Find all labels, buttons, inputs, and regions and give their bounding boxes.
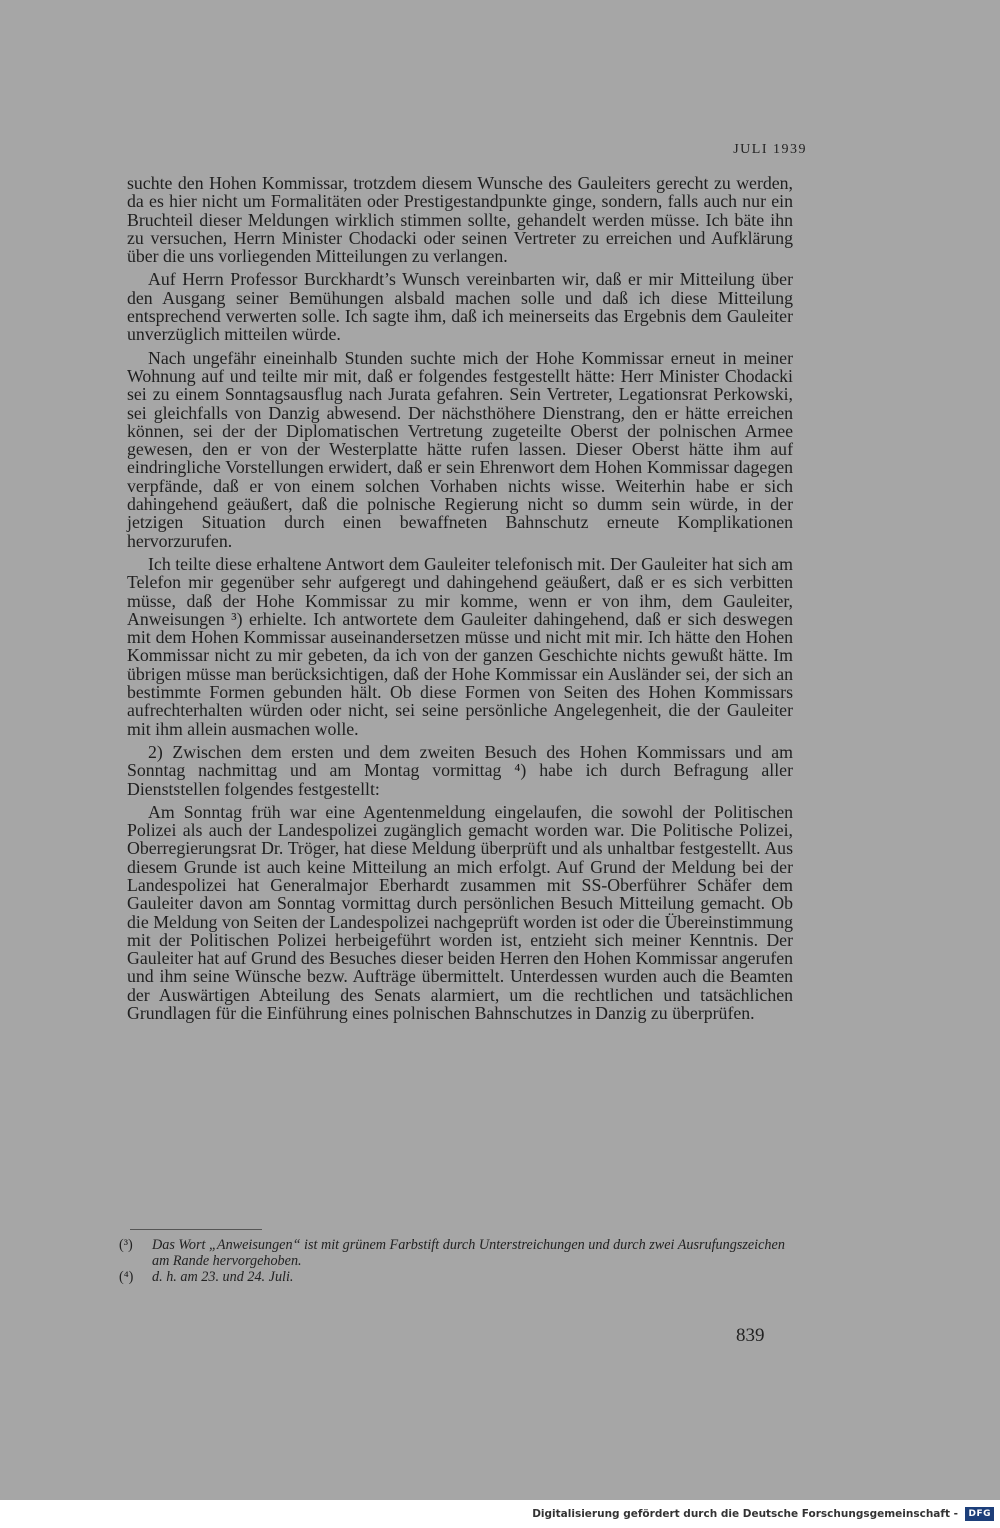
dfg-logo-icon[interactable]: DFG (965, 1507, 994, 1521)
digitization-credit-bar (0, 1500, 1000, 1528)
footnote-text: d. h. am 23. und 24. Juli. (152, 1269, 294, 1285)
paragraph-3: Nach ungefähr eineinhalb Stunden suchte mich der Hohe Kommissar erneut in meiner Wohnung auf und teilte mir mit, daß er folgendes festgestellt hätte: Herr Minister Chodacki sei zu einem Sonntagsausflug nach Jurata gefahren. Sein Vertreter, Legationsrat Perkowski, sei gleichfalls von Danzig abwesend. Der nächsthöhere Dienstrang, den er hätte erreichen können, sei der der Diplomatischen Vertretung zugeteilte Oberst der polnischen Armee gewesen, den er von der Westerplatte hätte rufen lassen. Dieser Oberst hätte ihm auf eindringliche Vorstellungen erwidert, daß er sein Ehrenwort dem Hohen Kommissar dagegen verpfände, daß er von einem solchen Vorhaben nichts wisse. Weiterhin habe er sich dahingehend geäußert, daß die polnische Regierung nicht so dumm sein würde, in der jetzigen Situation durch einen bewaffneten Bahnschutz erneute Komplikationen hervorzurufen. (127, 347, 793, 551)
body-text (127, 174, 793, 1022)
paragraph-6: Am Sonntag früh war eine Agentenmeldung eingelaufen, die sowohl der Politischen Polizei als auch der Landespolizei zugänglich gemacht worden war. Die Politische Polizei, Oberregierungsrat Dr. Tröger, hat diese Meldung überprüft und als unhaltbar festgestellt. Aus diesem Grunde ist auch keine Mitteilung an mich erfolgt. Auf Grund der Meldung bei der Landespolizei hat Generalmajor Eberhardt zusammen mit SS-Oberführer Schäfer dem Gauleiter davon am Sonntag vormittag durch persönlichen Besuch Mitteilung gemacht. Ob die Meldung von Seiten der Landespolizei nachgeprüft worden ist oder die Übereinstimmung mit der Politischen Polizei herbeigeführt worden ist, entzieht sich meiner Kenntnis. Der Gauleiter hat auf Grund des Besuches dieser beiden Herren den Hohen Kommissar angerufen und ihm seine Wünsche bezw. Aufträge übermittelt. Unterdessen wurden auch die Beamten der Auswärtigen Abteilung des Senats alarmiert, um die rechtlichen und tatsächlichen Grundlagen für die Einführung eines polnischen Bahnschutzes in Danzig zu überprüfen. (127, 801, 793, 1024)
footnotes (119, 1238, 791, 1287)
page-number: 839 (736, 1325, 765, 1346)
footnote-marker: (³) (119, 1237, 133, 1253)
paragraph-1: suchte den Hohen Kommissar, trotzdem diesem Wunsche des Gauleiters gerecht zu werden, da es hier nicht um Formalitäten oder Prestigestandpunkte ginge, sondern, falls auch nur ein Bruchteil dieser Meldungen wirklich stimmen sollte, gehandelt werden müsse. Ich bäte ihn zu versuchen, Herrn Minister Chodacki oder seinen Vertreter zu erreichen und Aufklärung über die uns vorliegenden Mitteilungen zu verlangen. (127, 173, 793, 267)
footnote-4 (119, 1270, 791, 1286)
paragraph-4: Ich teilte diese erhaltene Antwort dem Gauleiter telefonisch mit. Der Gauleiter hat sich am Telefon mir gegenüber sehr aufgeregt und dahingehend geäußert, daß er es sich verbitten müsse, daß der Hohe Kommissar zu mir komme, wenn er von ihm, dem Gauleiter, Anweisungen ³) erhielte. Ich antwortete dem Gauleiter dahingehend, daß er sich deswegen mit dem Hohen Kommissar auseinandersetzen müsse und nicht mit mir. Ich hätte den Hohen Kommissar nicht zu mir gebeten, da ich von der ganzen Geschichte nichts gewußt hätte. Im übrigen müsse man berücksichtigen, daß der Hohe Kommissar ein Ausländer sei, der sich an bestimmte Formen gebunden hält. Ob diese Formen von Seiten des Hohen Kommissars aufrechterhalten würden oder nicht, sei seine persönliche Angelegenheit, die der Gauleiter mit ihm allein ausmachen wolle. (127, 553, 793, 739)
footnote-marker: (⁴) (119, 1269, 134, 1285)
running-head: JULI 1939 (733, 142, 807, 157)
paragraph-5: 2) Zwischen dem ersten und dem zweiten Besuch des Hohen Kommissars und am Sonntag nachmittag und am Montag vormittag ⁴) habe ich durch Befragung aller Dienststellen folgendes festgestellt: (127, 741, 793, 799)
footnote-text: Das Wort „Anweisungen“ ist mit grünem Farbstift durch Unterstreichungen und durch zwei Ausrufungszeichen am Rande hervorgehoben. (152, 1237, 785, 1269)
credit-text: Digitalisierung gefördert durch die Deutsche Forschungsgemeinschaft - (532, 1508, 958, 1520)
footnote-divider (130, 1229, 262, 1230)
paragraph-2: Auf Herrn Professor Burckhardt’s Wunsch vereinbarten wir, daß er mir Mitteilung über den Ausgang seiner Bemühungen alsbald machen solle und daß ich diese Mitteilung entsprechend verwerten solle. Ich sagte ihm, daß ich meinerseits das Ergebnis dem Gauleiter unverzüglich mitteilen würde. (127, 269, 793, 345)
footnote-3 (119, 1238, 791, 1269)
